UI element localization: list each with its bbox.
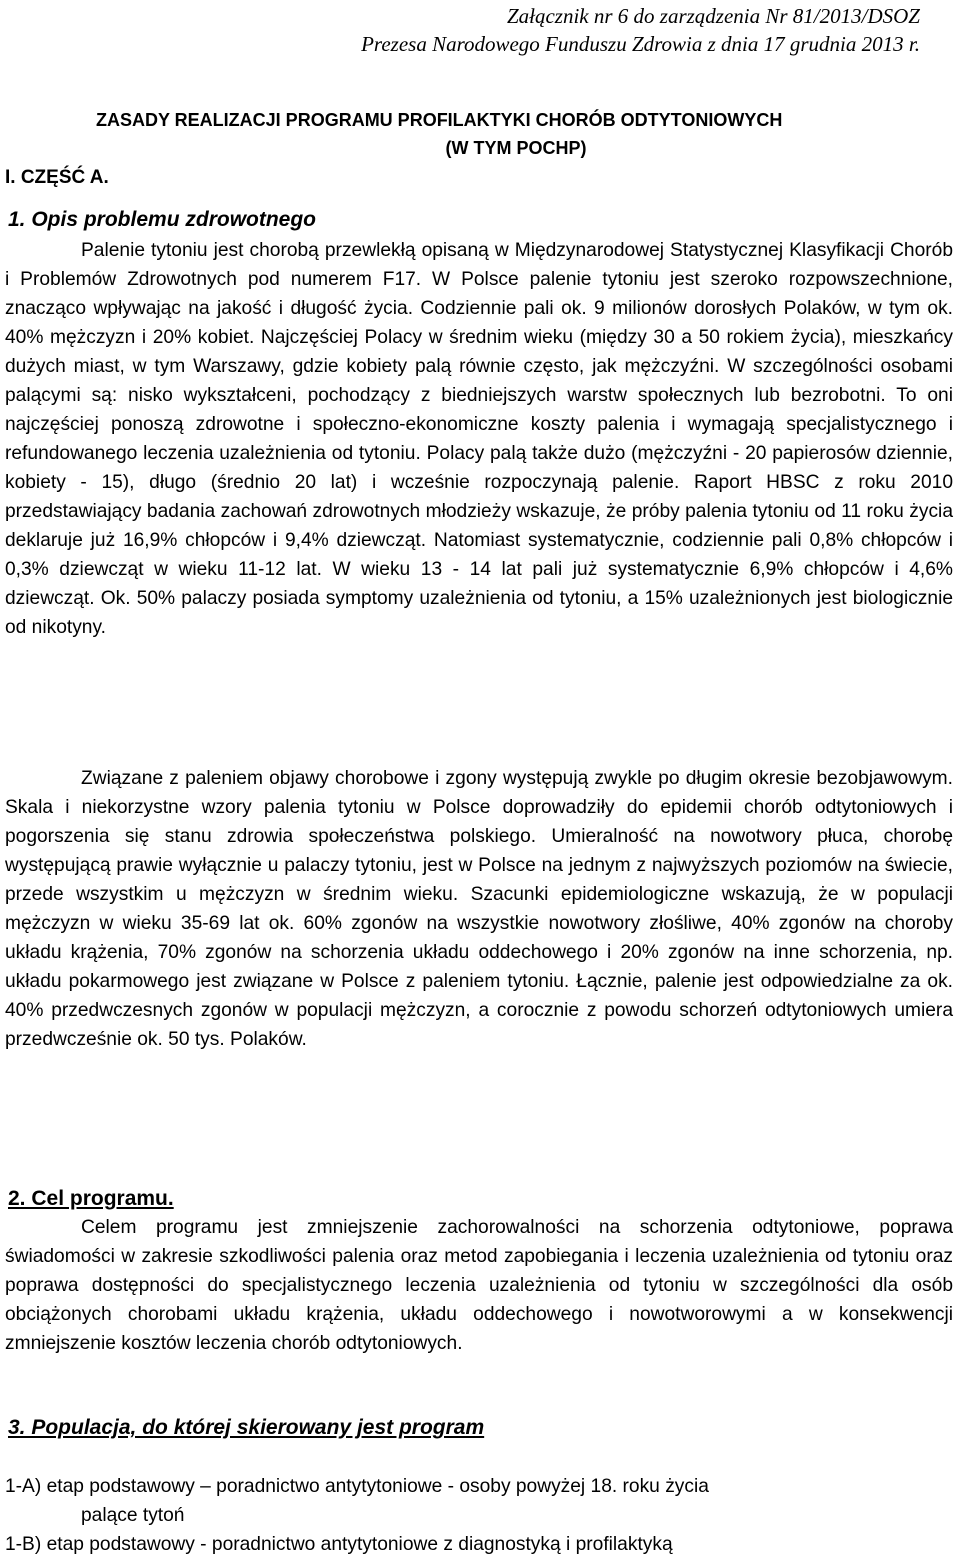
- list-item-line-1: 1-B) etap podstawowy - poradnictwo antytytoniowe z diagnostyką i profilaktyką: [5, 1534, 673, 1555]
- section-2-heading: 2. Cel programu.: [8, 1187, 174, 1210]
- title-line-2: (W TYM POCHP): [445, 138, 587, 158]
- section-1-paragraph-2: Związane z paleniem objawy chorobowe i zgony występują zwykle po długim okresie bezobjawowym. Skala i niekorzystne wzory palenia tytoniu w Polsce doprowadziły do epidemii chorób odtytoniowych i pogorszenia się stanu zdrowia społeczeństwa polskiego. Umieralność na nowotwory płuca, chorobę występującą prawie wyłącznie u palaczy tytoniu, jest w Polsce na jednym z najwyższych poziomów na świecie, przede wszystkim u mężczyzn w średnim wieku. Szacunki epidemiologiczne wskazują, że w populacji mężczyzn w wieku 35-69 lat ok. 60% zgonów na wszystkie nowotwory złośliwe, 40% zgonów na choroby układu krążenia, 70% zgonów na schorzenia układu oddechowego i 20% zgonów na inne schorzenia, np. układu pokarmowego jest związane w Polsce z paleniem tytoniu. Łącznie, palenie jest odpowiedzialne za ok. 40% przedwczesnych zgonów w populacji mężczyzn, a corocznie z powodu schorzeń odtytoniowych umiera przedwcześnie ok. 50 tys. Polaków.: [5, 768, 953, 1050]
- title-line-1: ZASADY REALIZACJI PROGRAMU PROFILAKTYKI CHORÓB ODTYTONIOWYCH: [96, 110, 783, 130]
- header-line-2: Prezesa Narodowego Funduszu Zdrowia z dnia 17 grudnia 2013 r.: [361, 32, 920, 56]
- document-header-note: [361, 2, 920, 58]
- header-line-1: Załącznik nr 6 do zarządzenia Nr 81/2013/DSOZ: [506, 4, 920, 28]
- section-1-heading: 1. Opis problemu zdrowotnego: [8, 208, 317, 231]
- part-label: I. CZĘŚĆ A.: [5, 167, 109, 188]
- section-2-paragraph: Celem programu jest zmniejszenie zachorowalności na schorzenia odtytoniowe, poprawa świadomości w zakresie szkodliwości palenia oraz metod zapobiegania i leczenia uzależnienia od tytoniu oraz poprawa dostępności do specjalistycznego leczenia uzależnienia od tytoniu w szczególności dla osób obciążonych chorobami układu krążenia, układu oddechowego i nowotworowymi a w konsekwencji zmniejszenie kosztów leczenia chorób odtytoniowych.: [5, 1217, 953, 1354]
- document-title: [96, 106, 896, 162]
- list-item-line-1: 1-A) etap podstawowy – poradnictwo antytytoniowe - osoby powyżej 18. roku życia: [5, 1476, 709, 1497]
- list-item: [5, 1472, 953, 1530]
- list-item-line-2: palące tytoń: [81, 1505, 185, 1526]
- list-item: [5, 1530, 953, 1559]
- section-3-heading: 3. Populacja, do której skierowany jest program: [8, 1416, 485, 1439]
- section-1-paragraph-1: Palenie tytoniu jest chorobą przewlekłą opisaną w Międzynarodowej Statystycznej Klasyfikacji Chorób i Problemów Zdrowotnych pod numerem F17. W Polsce palenie tytoniu jest szeroko rozpowszechnione, znacząco wpływając na jakość i długość życia. Codziennie pali ok. 9 milionów dorosłych Polaków, w tym ok. 40% mężczyzn i 20% kobiet. Najczęściej Polacy w średnim wieku (między 30 a 50 rokiem życia), mieszkańcy dużych miast, w tym Warszawy, gdzie kobiety palą równie często, jak mężczyźni. W szczególności osobami palącymi są: nisko wykształceni, pochodzący z biedniejszych warstw społecznych lub bezrobotni. To oni najczęściej ponoszą zdrowotne i społeczno-ekonomiczne koszty palenia i wymagają specjalistycznego i refundowanego leczenia uzależnienia od tytoniu. Polacy palą także dużo (mężczyźni - 20 papierosów dziennie, kobiety - 15), długo (średnio 20 lat) i wcześnie rozpoczynają palenie. Raport HBSC z roku 2010 przedstawiający badania zachowań zdrowotnych młodzieży wskazuje, że próby palenia tytoniu od 11 roku życia deklaruje już 16,9% chłopców i 9,4% dziewcząt. Natomiast systematycznie, codziennie pali 0,8% chłopców i 0,3% dziewcząt w wieku 11-12 lat. W wieku 13 - 14 lat pali już systematycznie 6,9% chłopców i 4,6% dziewcząt. Ok. 50% palaczy posiada symptomy uzależnienia od tytoniu, a 15% uzależnionych jest biologicznie od nikotyny.: [5, 240, 953, 638]
